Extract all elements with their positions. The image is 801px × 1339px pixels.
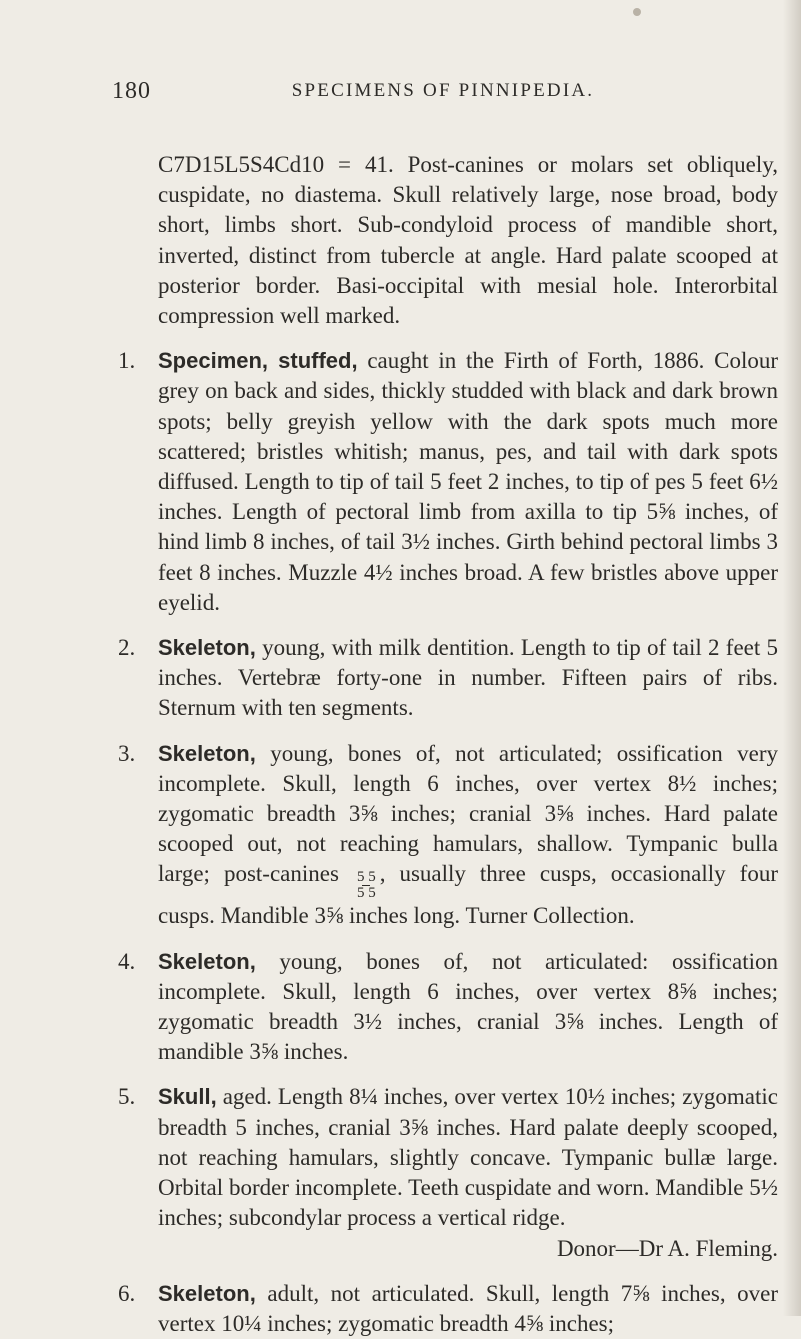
entry-number: 1. (118, 348, 136, 374)
page-header (112, 78, 774, 106)
entry-text: caught in the Firth of Forth, 1886. Colour grey on back and sides, thickly studded with black and dark brown spots; belly greyish yellow with the dark spots much more scattered; bristles whitish; manus, pes, and tail with dark spots diffused. Length to tip of tail 5 feet 2 inches, to tip of pes 5 feet 6½ inches. Length of pectoral limb from axilla to tip 5⅝ inches, of hind limb 8 inches, of tail 3½ inches. Girth behind pectoral limbs 3 feet 8 inches. Muzzle 4½ inches broad. A few bristles above upper eyelid. (158, 348, 778, 615)
entry-5 (118, 1082, 778, 1263)
entry-number: 6. (118, 1280, 136, 1306)
page-edge-shadow (783, 0, 801, 1316)
page-body (118, 150, 778, 1339)
dental-formula-fraction (357, 870, 376, 901)
entry-number: 4. (118, 948, 136, 974)
entry-lead: Skeleton, (158, 1280, 256, 1306)
donor-credit: Donor—Dr A. Fleming. (556, 1235, 778, 1261)
entry-lead: Skull, (158, 1084, 217, 1110)
entry-2 (118, 633, 778, 724)
fraction-bottom: 5 5 (356, 885, 376, 902)
entry-text: adult, not articulated. Skull, length 7⅝ inches, over vertex 10¼ inches; zygomatic breadth 4⅝ inches; (158, 1280, 779, 1336)
entry-4 (118, 947, 778, 1068)
entry-3 (118, 739, 778, 932)
entry-lead: Specimen, stuffed, (158, 348, 358, 374)
entry-text-continued: , usually three cusps, occasionally four cusps. Mandible 3⅝ inches long. Turner Collection. (158, 861, 778, 929)
entry-lead: Skeleton, (158, 740, 256, 766)
page-number: 180 (112, 78, 151, 104)
entry-text: young, bones of, not articulated: ossification incomplete. Skull, length 6 inches, over vertex 8⅝ inches; zygomatic breadth 3½ inches, cranial 3⅝ inches. Length of mandible 3⅝ inches. (158, 948, 779, 1065)
intro-paragraph: C7D15L5S4Cd10 = 41. Post-canines or molars set obliquely, cuspidate, no diastema. Skull relatively large, nose broad, body short, limbs short. Sub-condyloid process of mandible short, inverted, distinct from tubercle at angle. Hard palate scooped at posterior border. Basi-occipital with mesial hole. Interorbital compression well marked. (158, 152, 778, 329)
entry-text: young, with milk dentition. Length to tip of tail 2 feet 5 inches. Vertebræ forty-one in number. Fifteen pairs of ribs. Sternum with ten segments. (158, 635, 779, 721)
entry-lead: Skeleton, (158, 635, 256, 661)
entry-lead: Skeleton, (158, 948, 256, 974)
entry-number: 5. (118, 1084, 136, 1110)
entry-1 (118, 346, 778, 618)
fraction-top: 5 5 (356, 869, 376, 886)
entry-number: 2. (118, 635, 136, 661)
entry-text: young, bones of, not articulated; ossification very incomplete. Skull, length 6 inches, over vertex 8½ inches; zygomatic breadth 3⅝ inches; cranial 3⅝ inches. Hard palate scooped out, not reaching hamulars, shallow. Tympanic bulla large; post-canines (158, 740, 778, 887)
ink-spot (633, 8, 641, 16)
running-title: SPECIMENS OF PINNIPEDIA. (291, 80, 595, 101)
entry-text: aged. Length 8¼ inches, over vertex 10½ inches; zygomatic breadth 5 inches, cranial 3⅝ inches. Hard palate deeply scooped, not reaching hamulars, slightly concave. Tympanic bullæ large. Orbital border incomplete. Teeth cuspidate and worn. Mandible 5½ inches; subcondylar process a vertical ridge. (158, 1084, 778, 1231)
entry-6 (118, 1279, 778, 1339)
entry-number: 3. (118, 740, 136, 766)
